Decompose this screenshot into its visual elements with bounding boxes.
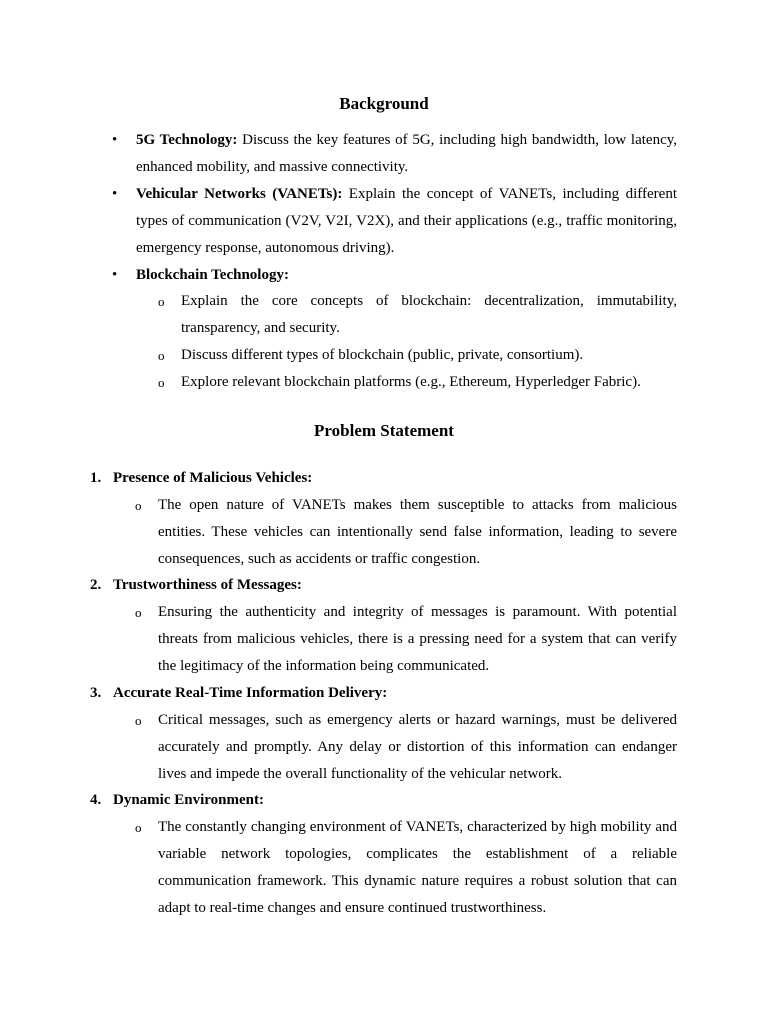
- background-heading: Background: [339, 94, 429, 113]
- sub-bullet-marker: o: [158, 294, 165, 309]
- sub-bullet-marker: o: [135, 498, 142, 513]
- problem-title-text: Accurate Real-Time Information Delivery:: [113, 685, 388, 701]
- background-item-blockchain: [136, 262, 677, 289]
- problem-item-detail: The open nature of VANETs makes them susceptible to attacks from malicious entities. These vehicles can intentionally send false information, leading to severe consequences, such as accidents or traffic congestion.: [158, 497, 677, 567]
- problem-item-title: [113, 787, 677, 814]
- problem-title-text: Trustworthiness of Messages:: [113, 577, 302, 593]
- bullet-marker: •: [112, 267, 118, 283]
- background-item-term: Blockchain Technology:: [136, 267, 289, 283]
- problem-item-title: [113, 465, 677, 492]
- sub-bullet-marker: o: [135, 713, 142, 728]
- problem-item-detail: Critical messages, such as emergency alerts or hazard warnings, must be delivered accurately and promptly. Any delay or distortion of this information can endanger lives and impede the overall functionality of the vehicular network.: [158, 712, 677, 782]
- list-number: 4.: [90, 792, 102, 808]
- problem-item-detail: Ensuring the authenticity and integrity of messages is paramount. With potential threats from malicious vehicles, there is a pressing need for a system that can verify the legitimacy of the information being communicated.: [158, 604, 677, 674]
- problem-title-text: Dynamic Environment:: [113, 792, 264, 808]
- problem-item-title: [113, 572, 677, 599]
- problem-item-detail: The constantly changing environment of VANETs, characterized by high mobility and variable network topologies, complicates the establishment of a reliable communication framework. This dynamic nature requires a robust solution that can adapt to real-time changes and ensure continued trustworthiness.: [158, 819, 677, 916]
- blockchain-subitem: Discuss different types of blockchain (public, private, consortium).: [181, 347, 584, 363]
- blockchain-subitem: Explain the core concepts of blockchain: decentralization, immutability, transparency, and security.: [181, 293, 677, 336]
- sub-bullet-marker: o: [158, 348, 165, 363]
- sub-bullet-marker: o: [135, 605, 142, 620]
- sub-bullet-marker: o: [135, 820, 142, 835]
- list-number: 2.: [90, 577, 102, 593]
- bullet-marker: •: [112, 132, 118, 148]
- problem-item-title: [113, 680, 677, 707]
- background-item-5g: [136, 127, 677, 181]
- bullet-marker: •: [112, 186, 118, 202]
- background-item-term: Vehicular Networks (VANETs):: [136, 186, 343, 202]
- problem-title-text: Presence of Malicious Vehicles:: [113, 470, 313, 486]
- background-item-vanets: [136, 181, 677, 262]
- background-item-text: Explain the concept of VANETs, including different types of communication (V2V, V2I, V2X), and their applications (e.g., traffic monitoring, emergency response, autonomous driving).: [136, 186, 677, 256]
- list-number: 3.: [90, 685, 102, 701]
- background-item-term: 5G Technology:: [136, 132, 238, 148]
- list-number: 1.: [90, 470, 102, 486]
- background-item-text: Discuss the key features of 5G, including high bandwidth, low latency, enhanced mobility, and massive connectivity.: [136, 132, 677, 175]
- sub-bullet-marker: o: [158, 375, 165, 390]
- problem-statement-heading: Problem Statement: [314, 421, 454, 440]
- blockchain-subitem: Explore relevant blockchain platforms (e.g., Ethereum, Hyperledger Fabric).: [181, 374, 641, 390]
